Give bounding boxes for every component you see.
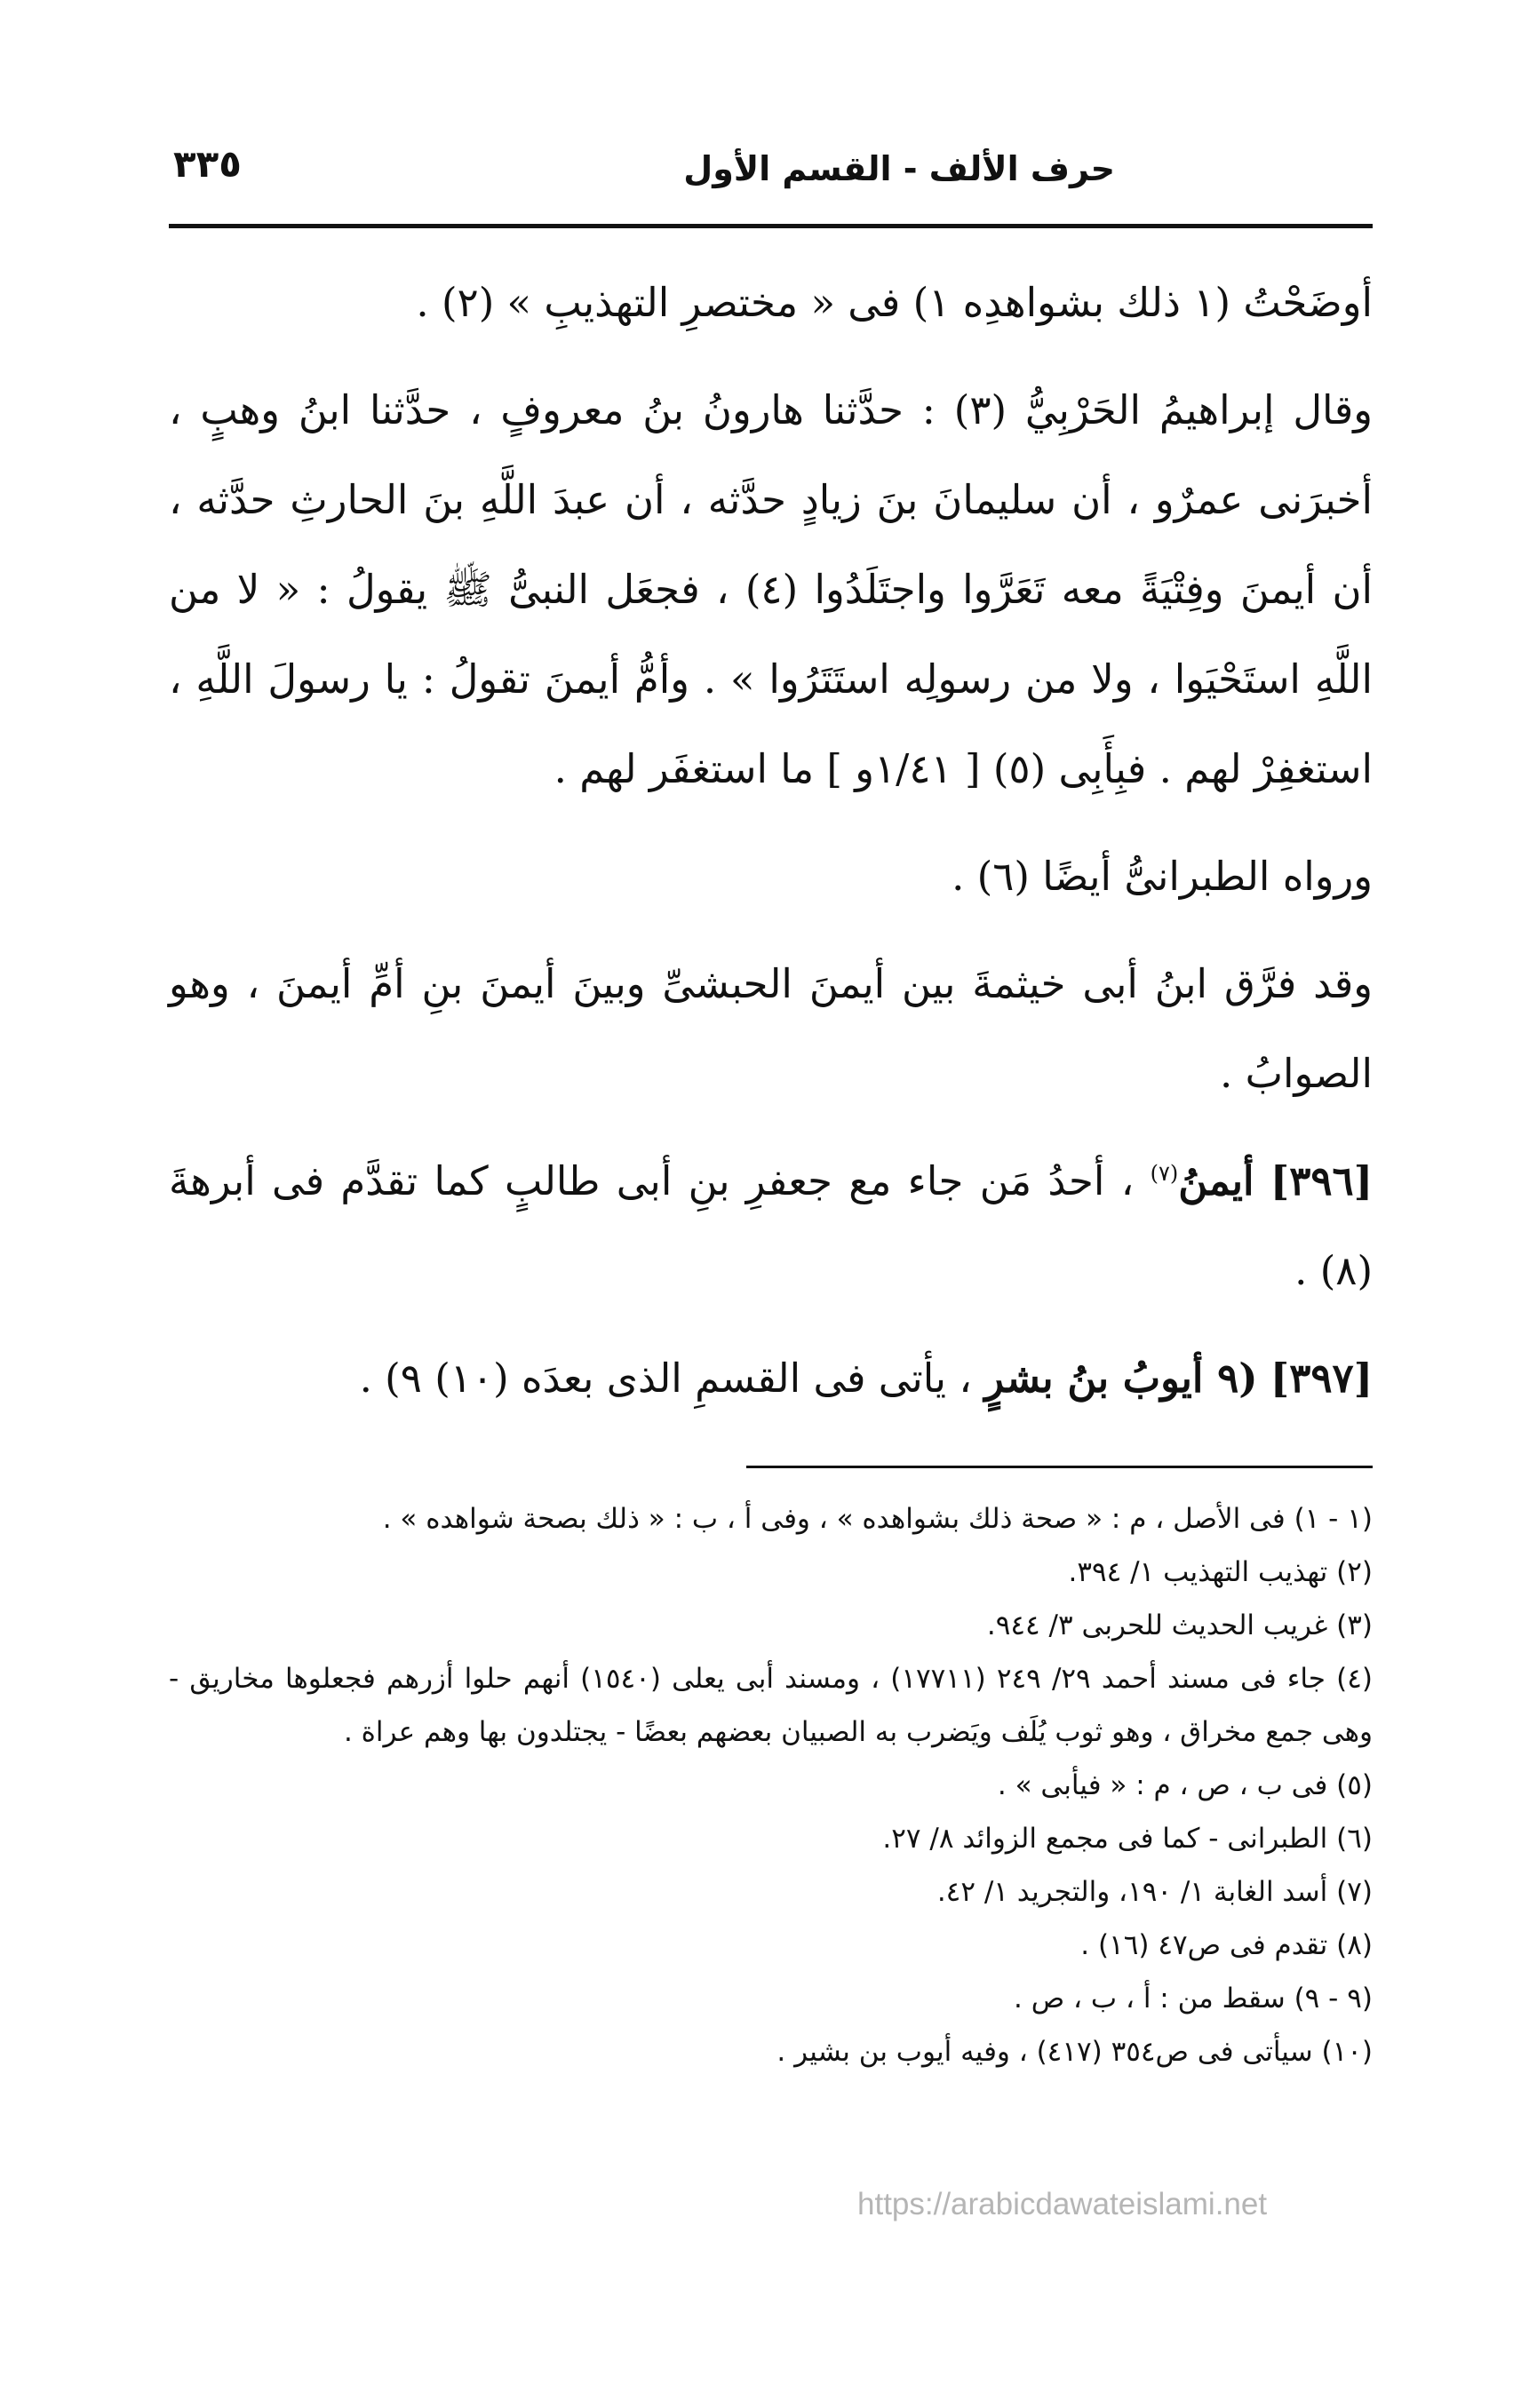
entry-396 [169,1136,1373,1315]
footnote: (٤) جاء فى مسند أحمد ٢٩/ ٢٤٩ (١٧٧١١) ، ومسند أبى يعلى (١٥٤٠) أنهم حلوا أزرهم فجعلوها مخاريق - وهى جمع مخراق ، وهو ثوب يُلَف ويَضرب به الصبيان بعضهم بعضًا - يجتلدون بها وهم عراة . [169,1663,1373,1748]
paragraph: وقد فرَّق ابنُ أبى خيثمةَ بين أيمنَ الحبشىِّ وبينَ أيمنَ بنِ أمِّ أيمنَ ، وهو الصوابُ . [169,960,1373,1097]
footnote: (٣) غريب الحديث للحربى ٣/ ٩٤٤. [986,1609,1373,1641]
entry-text: ، يأتى فى القسمِ الذى بعدَه (١٠) ٩) . [359,1355,972,1402]
footnotes [169,1492,1373,2078]
entry-name: أيمنُ [1178,1157,1254,1204]
footnote: (٨) تقدم فى ص٤٧ (١٦) . [1080,1929,1373,1961]
footnote-ref: (٧) [1150,1161,1179,1186]
footnote-rule [746,1466,1373,1468]
header-title: حرف الألف - القسم الأول [683,149,1115,188]
entry-text: ، أحدُ مَن جاء مع جعفرِ بنِ أبى طالبٍ كما تقدَّم فى أبرهةَ (٨) . [169,1157,1373,1294]
header-rule [169,224,1373,228]
footnote: (٧) أسد الغابة ١/ ١٩٠، والتجريد ١/ ٤٢. [936,1876,1373,1908]
footnote: (٥) فى ب ، ص ، م : « فيأبى » . [997,1769,1373,1801]
paragraph: وقال إبراهيمُ الحَرْبِيُّ (٣) : حدَّثنا هارونُ بنُ معروفٍ ، حدَّثنا ابنُ وهبٍ ، أخبرَنى عمرٌو ، أن سليمانَ بنَ زيادٍ حدَّثه ، أن عبدَ اللَّهِ بنَ الحارثِ حدَّثه ، أن أيمنَ وفِتْيَةً معه تَعَرَّوا واجتَلَدُوا (٤) ، فجعَل النبىُّ ﷺ يقولُ : « لا من اللَّهِ استَحْيَوا ، ولا من رسولِه استَتَرُوا » . وأمُّ أيمنَ تقولُ : يا رسولَ اللَّهِ ، استغفِرْ لهم . فبِأَبِى (٥) [ ١/٤١و ] ما استغفَر لهم . [169,386,1374,792]
entry-name: (٩ أيوبُ بنُ بشرٍ [984,1355,1258,1402]
footnote: (٢) تهذيب التهذيب ١/ ٣٩٤. [1068,1556,1373,1588]
running-header [164,133,1368,213]
page-number: ٣٣٥ [173,142,242,186]
footnote: (١ - ١) فى الأصل ، م : « صحة ذلك بشواهده » ، وفى أ ، ب : « ذلك بصحة شواهده » . [382,1503,1373,1535]
paragraph: ورواه الطبرانىُّ أيضًا (٦) . [952,853,1373,900]
entry-number: [٣٩٧] [1270,1355,1373,1402]
footnote: (٩ - ٩) سقط من : أ ، ب ، ص . [1014,1983,1373,2015]
entry-number: [٣٩٦] [1270,1157,1374,1204]
footnote: (٦) الطبرانى - كما فى مجمع الزوائد ٨/ ٢٧. [882,1823,1373,1855]
entry-397 [169,1333,1373,1423]
paragraph: أوضَحْتُ (١ ذلك بشواهدِه ١) فى « مختصرِ التهذيبِ » (٢) . [416,279,1373,326]
footnote: (١٠) سيأتى فى ص٣٥٤ (٤١٧) ، وفيه أيوب بن بشير . [776,2036,1373,2068]
main-text [169,258,1373,1441]
watermark-url: https://arabicdawateislami.net [857,2187,1268,2221]
